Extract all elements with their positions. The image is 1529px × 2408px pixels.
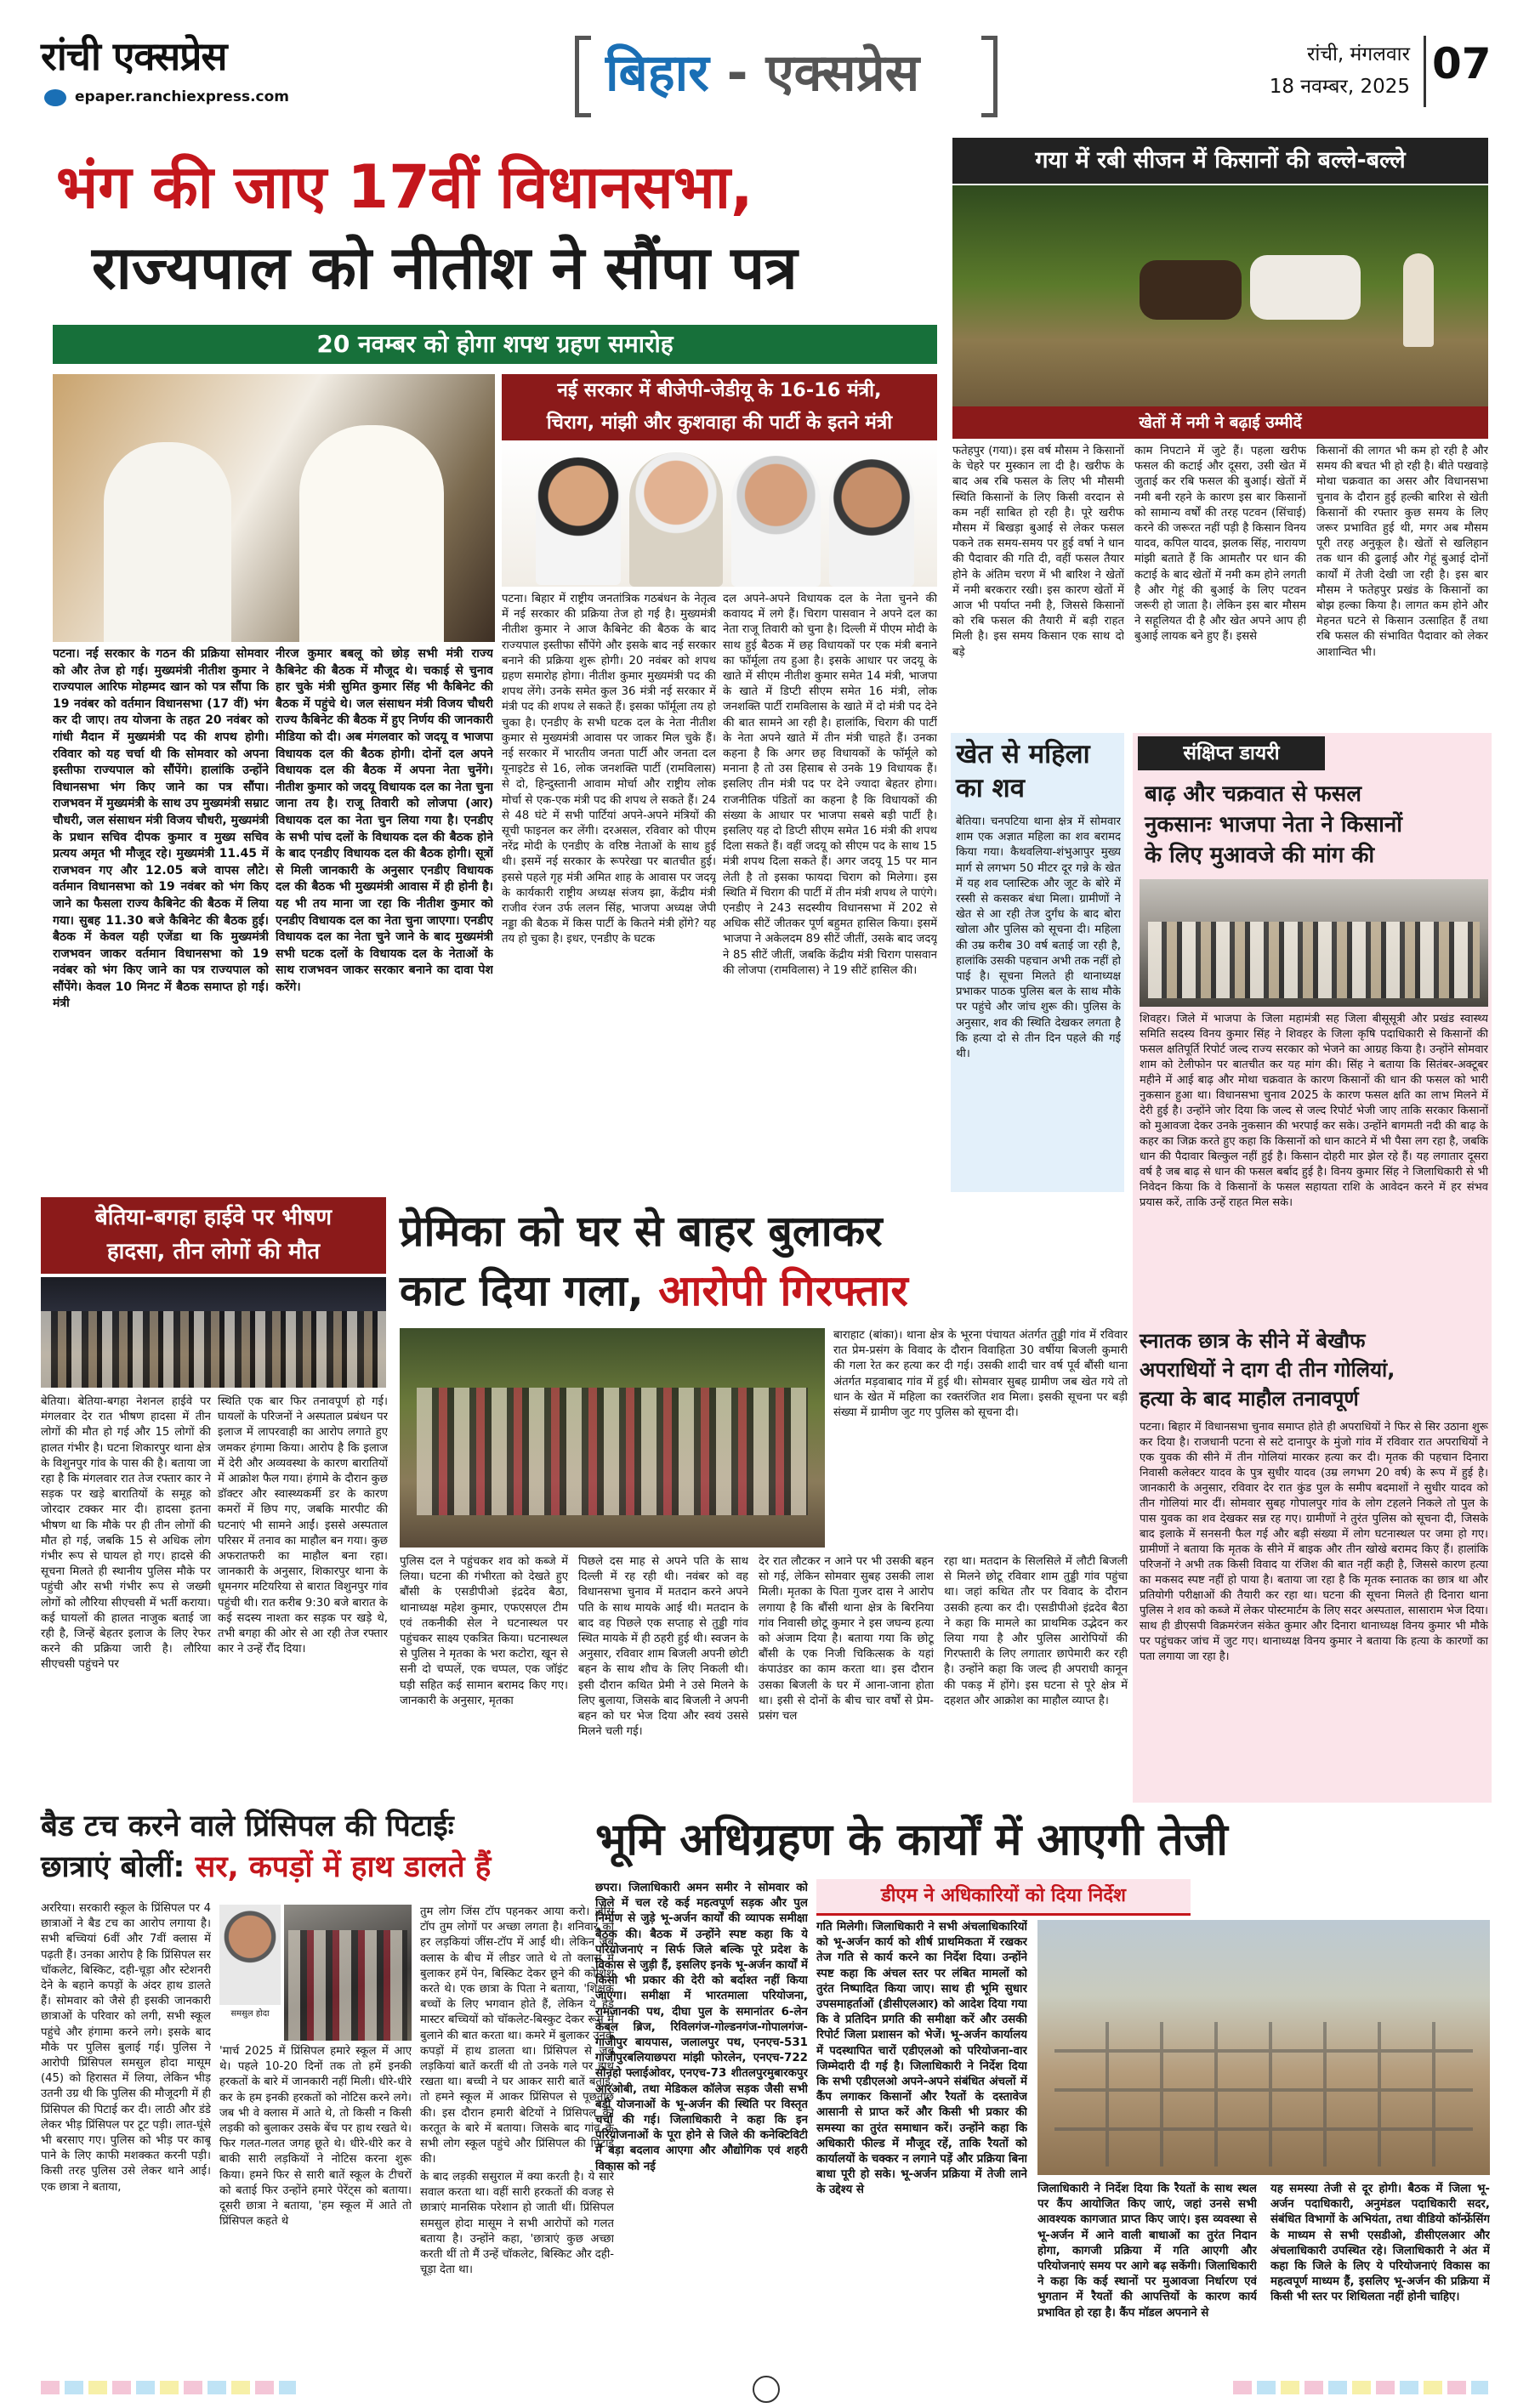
murder-headline-2b: आरोपी गिरफ्तार bbox=[658, 1266, 908, 1315]
lead-col-4: दल अपने-अपने विधायक दल के नेता चुनने की कवायद में लगे हैं। चिराग पासवान ने अपने दल का नेता राजू तिवारी को चुना है। दिल्ली में पीएम मोदी के साथ हुई बैठक में छह विधायकों पर एक मंत्री बनाने का फॉर्मूला तय हुआ है। इसके आधार पर जदयू के खाते में सीएम नीतीश कुमार समेत 14 मंत्री, भाजपा के खाते में डिप्टी सीएम समेत 16 मंत्री, लोक जनशक्ति पार्टी रामविलास के खाते में दो मंत्री पद देने की बात सामने आ रही है। हालांकि, चिराग की पार्टी के नेता अपने खाते में तीन मंत्री चाहते हैं। उनका कहना है कि अगर छह विधायकों के फॉर्मूले को मनाना है तो उस हिसाब से उनके 19 विधायक हैं। इसलिए तीन मंत्री पद पर देने ज्यादा बेहतर होगा। राजनीतिक पंडितों का कहना है कि विधायकों की संख्या के आधार पर भाजपा सबसे बड़ी पार्टी है। इसलिए यह दो डिप्टी सीएम समेत 16 मंत्री की शपथ दिला सकते हैं। वहीं जदयू को सीएम पद के साथ 15 मंत्री शपथ दिला सकते हैं। अगर जदयू 15 पर मान लेती है तो इसका फायदा चिराग को मिलेगा। इस स्थिति में चिराग की पार्टी में तीन मंत्री शपथ ले पाएंगे। एनडीए ने 243 सदस्यीय विधानसभा में 202 से अधिक सीटें जीतकर पूर्ण बहुमत हासिल किया। इसमें भाजपा ने अकेलदम 89 सीटें जीतीं, उसके बाद जदयू ने 85 सीटें जीतीं, जबकि केंद्रीय मंत्री चिराग पासवान की लोजपा (रामविलास) ने 19 सीटें हासिल की। bbox=[723, 593, 937, 977]
lead-photo-governor bbox=[53, 374, 495, 642]
leader-portrait bbox=[829, 459, 914, 587]
lead-sub-1: नई सरकार में बीजेपी-जेडीयू के 16-16 मंत्री, bbox=[557, 379, 882, 401]
lead-photo-leaders bbox=[502, 440, 937, 587]
lead-col-2: नीरज कुमार बबलू को छोड़ सभी मंत्री राज्य कैबिनेट की बैठक में मौजूद थे। चकाई से चुनाव हार चुके मंत्री सुमित कुमार सिंह भी कैबिनेट की बैठक में पहुंचे थे। जल संसाधन मंत्री विजय चौधरी राज्य कैबिनेट की बैठक में हुए निर्णय की जानकारी मीडिया को दी। अब मंगलवार को जदयू व भाजपा विधायक दल की बैठक होगी। दोनों दल अपने विधायक दल की बैठक में अपना नेता चुनेंगे। नीतीश कुमार को जदयू विधायक दल का नेता चुना जाना तय है। राजू तिवारी को लोजपा (आर) विधायक दल का नेता चुन लिया गया है। एनडीए के सभी पांच दलों के विधायक दल की बैठक होने के बाद एनडीए विधायक दल की बैठक होगी। सूत्रों से मिली जानकारी के अनुसार एनडीए विधायक दल की बैठक भी मुख्यमंत्री आवास में ही होनी है। यह भी तय माना जा रहा कि नीतीश कुमार को एनडीए विधायक दल का नेता चुना जाएगा। एनडीए विधायक दल का नेता चुने जाने के बाद मुख्यमंत्री सभी घटक दलों के विधायक दल के नेताओं के साथ राजभवन जाकर सरकार बनाने का दावा पेश करेंगे। bbox=[276, 647, 493, 994]
crowd-figures bbox=[41, 1311, 386, 1388]
murder-headline-2 bbox=[400, 1262, 1131, 1320]
left-bracket bbox=[575, 36, 591, 117]
murder-col-1: पुलिस दल ने पहुंचकर शव को कब्जे में लिया। घटना की गंभीरता को देखते हुए बौंसी के एसडीपीओ इंद्रदेव बैठा, थानाध्यक्ष महेश कुमार, एफएसएल टीम एवं तकनीकी सेल ने घटनास्थल पर पहुंचकर साक्ष्य एकत्रित किया। घटनास्थल से पुलिस ने मृतका के भरा कटोरा, खून से सनी दो चप्पलें, एक चप्पल, एक जॉइंट घड़ी सहित कई सामान बरामद किए गए। जानकारी के अनुसार, मृतका bbox=[400, 1555, 568, 1707]
land-photo bbox=[1037, 1920, 1490, 2175]
footer-colorbar-left bbox=[41, 2381, 296, 2394]
section-right: एक्सप्रेस bbox=[765, 43, 920, 103]
lead-sub-2: चिराग, मांझी और कुशवाहा की पार्टी के इतने मंत्री bbox=[546, 412, 893, 434]
principal-col-3: तुम लोग जिंस टॉप पहनकर आया करो। जींस टॉप तुम लोगों पर अच्छा लगता है। शनिवार को हर लड़कियां जींस-टॉप में आईं थी। लेकिन जब क्लास के बीच में लीडर जाते थे तो क्लास में बुलाकर हमें पेन, बिस्किट देकर छूने की कोशिश करते थे। एक छात्रा के पिता ने बताया, 'शिक्षक बच्चों के लिए भगवान होते हैं, लेकिन ये हेड मास्टर बच्चियों को चॉकलेट-बिस्कुट देकर रूम में बुलाने की बात करता था। कमरे में बुलाकर उनके कपड़ों में हाथ डालता था। प्रिंसिपल से जब लड़कियां बातें करतीं थी तो उनके गले पर हाथ रखता था। बच्ची ने घर आकर सारी बातें बताईं, तो हमने स्कूल में आकर प्रिंसिपल से पूछताछ की। इस दौरान हमारी बेटियों ने प्रिंसिपल की करतूत के बारे में बताया। जिसके बाद गांव के सभी लोग स्कूल पहुंचे और प्रिंसिपल की पिटाई की। bbox=[420, 1905, 614, 2167]
principal-col-2: 'मार्च 2025 में प्रिंसिपल हमारे स्कूल में आए थे। पहले 10-20 दिनों तक तो हमें इनकी हरकतों के बारे में जानकारी नहीं मिली। धीरे-धीरे कर के हम इनकी हरकतों को नोटिस करने लगे। जब भी वे क्लास में आते थे, तो किसी न किसी लड़की को बुलाकर उसके बेंच पर हाथ रखते थे। फिर गलत-गलत जगह छूते थे। धीरे-धीरे कर वे बाकी सारी लड़कियों ने नोटिस करना शुरू किया। हमने फिर से सारी बातें स्कूल के टीचरों को बताई फिर उन्होंने हमारे पेरेंट्स को बताया। दूसरी छात्रा ने बताया, 'हम स्कूल में आते तो प्रिंसिपल कहते थे bbox=[219, 2045, 412, 2229]
person-figure bbox=[299, 425, 444, 642]
section-title bbox=[605, 37, 971, 109]
murder-col-3: देर रात लौटकर न आने पर भी उसकी बहन सो गई, लेकिन सोमवार सुबह उसकी लाश मिली। मृतका के पिता गुजर दास ने आरोप लगाया है कि बौंसी थाना क्षेत्र के बिरनिया गांव निवासी छोटू कुमार ने इस जघन्य हत्या को अंजाम दिया है। बताया गया कि छोटू बौंसी के एक निजी चिकित्सक के यहां कंपाउंडर का काम करता था। इस दौरान उसका बिजली के घर में आना-जाना होता था। इसी से दोनों के बीच चार वर्षों से प्रेम-प्रसंग चल bbox=[759, 1555, 934, 1724]
principal-headline-2 bbox=[41, 1847, 619, 1888]
leader-portrait bbox=[629, 452, 723, 587]
lead-headline-2: राज्यपाल को नीतीश ने सौंपा पत्र bbox=[92, 233, 798, 303]
city-day: रांची, मंगलवार bbox=[1307, 43, 1410, 65]
shot-body: पटना। बिहार में विधानसभा चुनाव समाप्त होते ही अपराधियों ने फिर से सिर उठाना शुरू कर दिया है। राजधानी पटना से सटे दानापुर के मुंजो गांव में रविवार रात अपराधियों ने एक युवक की सीने में तीन गोलियां मारकर हत्या कर दी। मृतक की पहचान दिनारा निवासी कलेक्टर यादव के पुत्र सुधीर यादव (उम्र लगभग 20 वर्ष) के रूप में हुई है। जानकारी के अनुसार, रविवार देर रात कुंड पुल के समीप बदमाशों ने सुधीर यादव को तीन गोलियां मार दीं। सोमवार सुबह गोपालपुर गांव के लोग टहलने निकले तो पुल के पास युवक का शव देखकर सन्न रह गए। ग्रामीणों ने तुरंत पुलिस को सूचना दी, जिसके बाद इलाके में सनसनी फैल गई और बड़ी संख्या में लोग घटनास्थल पर जमा हो गए। ग्रामीणों ने बताया कि मृतक के सीने में बाइक और तीन खोखे बरामद किए हैं। हालांकि परिजनों ने अभी तक किसी विवाद या रंजिश की बात नहीं कही है, जिससे कारण हत्या का मकसद स्पष्ट नहीं हो पाया है। बताया जा रहा है कि मृतक स्नातक का छात्र था और प्रतियोगी परीक्षाओं की तैयारी कर रहा था। घटना की सूचना मिलते ही दिनारा थाना पुलिस ने शव को कब्जे में लेकर पोस्टमार्टम के लिए सदर अस्पताल, सासाराम भेज दिया। साथ ही डीएसपी विक्रमरंजन संकेत कुमार और दिनारा थानाध्यक्ष विनय कुमार भी मौके पर पहुंचकर जांच में जुट गए। थानाध्यक्ष विनय कुमार ने बताया कि हत्या के कारणों का पता लगाया जा रहा है। bbox=[1140, 1421, 1488, 1663]
gaya-headline: गया में रबी सीजन में किसानों की बल्ले-बल्ले bbox=[952, 138, 1488, 184]
principal-portrait-caption: समसुल होदा bbox=[230, 2009, 270, 2019]
lead-strap: 20 नवम्बर को होगा शपथ ग्रहण समारोह bbox=[53, 325, 937, 364]
gaya-photo bbox=[952, 185, 1488, 406]
diary-photo bbox=[1140, 879, 1488, 1007]
person-figure bbox=[104, 442, 231, 642]
footer-colorbar-right bbox=[1233, 2381, 1488, 2394]
section-dash: - bbox=[708, 43, 766, 103]
diary-headline-3: के लिए मुआवजे की मांग की bbox=[1145, 843, 1375, 868]
date: 18 नवम्बर, 2025 bbox=[1269, 76, 1410, 98]
section-left: बिहार bbox=[605, 43, 709, 103]
gaya-col-3: किसानों की लागत भी कम हो रही है और समय की बचत भी हो रही है। बीते पखवाड़े मोथा चक्रवात का असर और विधानसभा चुनाव के दौरान हुई हल्की बारिश से खेती किसानों की रफ्तार कुछ समय के लिए जरूर प्रभावित हुई थी, मगर अब मौसम पूरी तरह अनुकूल है। खेतों से खलिहान तक धान की ढुलाई और गेहूं बुआई दोनों कार्यों में तेजी देखी जा रही है। इस बार मौसम ने फतेहपुर प्रखंड के किसानों का बोझ हल्का किया है। लागत कम होने और मेहनत घटने से किसान उत्साहित हैं तथा रबि फसल की संभावित पैदावार को लेकर आशान्वित भी। bbox=[1316, 445, 1488, 659]
page-divider bbox=[1424, 36, 1426, 107]
lead-sub-box bbox=[502, 374, 937, 440]
field-grid bbox=[1054, 2022, 1473, 2167]
murder-headline-1: प्रेमिका को घर से बाहर बुलाकर bbox=[400, 1207, 883, 1256]
accident-col-2: स्थिति एक बार फिर तनावपूर्ण हो गई। घायलों के परिजनों ने अस्पताल प्रबंधन पर इलाज में लापरवाही का आरोप लगाते हुए जमकर हंगामा किया। आरोप है कि इलाज में देरी और अव्यवस्था के कारण बारातियों में आक्रोश फैल गया। हंगामे के दौरान कुछ डॉक्टर और स्वास्थ्यकर्मी डर के कारण कमरों में छिप गए, जबकि मारपीट की घटनाएं भी सामने आईं। इससे अस्पताल परिसर में तनाव का माहौल बन गया। कुछ अफरातफरी का माहौल बना रहा। जानकारी के अनुसार, शिकारपुर थाना के धूमनगर मटियरिया से बारात विशुनपुर गांव पहुंची थी। रात करीब 9:30 बजे बारात के कई सदस्य नाश्ता कर सड़क पर खड़े थे, तभी बगहा की ओर से आ रही तेज रफ्तार कार ने उन्हें रौंद दिया। bbox=[218, 1395, 388, 1656]
gaya-col-2: काम निपटाने में जुटे हैं। पहला खरीफ फसल की कटाई और दूसरा, उसी खेत में जुताई कर रबि फसल की बुआई। खेतों में नमी बनी रहने के कारण इस बार किसानों को सामान्य वर्षों की तरह पटवन (सिंचाई) करने की जरूरत नहीं पड़ी है किसान विनय यादव, कपिल यादव, झलक सिंह, नारायण मांझी बताते हैं कि आमतौर पर धान की कटाई के बाद खेतों में नमी कम होने लगती है और गेहूं की बुआई के लिए पटवन जरूरी हो जाता है। लेकिन इस बार मौसम ने सहूलियत दी है और खेत अपने आप ही बुआई लायक बने हुए हैं। इससे bbox=[1134, 445, 1306, 644]
principal-photo bbox=[284, 1905, 412, 2041]
masthead bbox=[0, 0, 1529, 128]
accident-col-1: बेतिया। बेतिया-बगहा नेशनल हाईवे पर मंगलवार देर रात भीषण हादसा में तीन लोगों की मौत हो गई और 15 लोगों की हालत गंभीर है। घटना शिकारपुर थाना क्षेत्र के विशुनपुर गांव के पास की है। बताया जा रहा है कि मंगलवार रात तेज रफ्तार कार ने सड़क पर खड़े बारातियों के समूह को जोरदार टक्कर मार दी। हादसा इतना भीषण था कि मौके पर ही तीन लोगों की मौत हो गई, जबकि 15 से अधिक लोग गंभीर रूप से घायल हो गए। हादसे की सूचना मिलते ही स्थानीय पुलिस मौके पर पहुंची और सभी गंभीर रूप से जख्मी लोगों को लौरिया सीएचसी में भर्ती कराया। कई घायलों की हालत नाजुक बताई जा रही है, जिन्हें बेहतर इलाज के लिए रेफर करने की प्रक्रिया जारी है। लौरिया सीएचसी पहुंचने पर bbox=[41, 1395, 211, 1672]
page-number: 07 bbox=[1432, 39, 1492, 88]
leader-portrait bbox=[731, 456, 821, 587]
principal-headline-2b: सर, कपड़ों में हाथ डालते हैं bbox=[195, 1850, 492, 1884]
murder-photo bbox=[400, 1328, 825, 1548]
murder-headline-2a: काट दिया गला, bbox=[400, 1266, 659, 1315]
shot-headline-3: हत्या के बाद माहौल तनावपूर्ण bbox=[1140, 1387, 1359, 1411]
principal-headline-1: बैड टच करने वाले प्रिंसिपल की पिटाईः bbox=[41, 1809, 454, 1843]
epaper-link[interactable]: epaper.ranchiexpress.com bbox=[75, 88, 289, 105]
land-sub: डीएम ने अधिकारियों को दिया निर्देश bbox=[816, 1879, 1191, 1916]
shot-headline-1: स्नातक छात्र के सीने में बेखौफ bbox=[1140, 1329, 1366, 1353]
land-col-4: यह समस्या तेजी से दूर होगी। बैठक में जिला भू-अर्जन पदाधिकारी, अनुमंडल पदाधिकारी सदर, संबंधित विभागों के अभियंता, तथा वीडियो कॉन्फ्रेंसिंग के माध्यम से सभी एसडीओ, डीसीएलआर और अंचलाधिकारी उपस्थित रहे। जिलाधिकारी ने अंत में कहा कि जिले के लिए ये परियोजनाएं विकास का महत्वपूर्ण माध्यम हैं, इसलिए भू-अर्जन की प्रक्रिया में किसी भी स्तर पर शिथिलता नहीं होनी चाहिए। bbox=[1270, 2183, 1490, 2304]
accident-photo bbox=[41, 1277, 386, 1388]
accident-headline-2: हादसा, तीन लोगों की मौत bbox=[106, 1239, 321, 1264]
ox-figure bbox=[1140, 260, 1242, 320]
lead-col-3: पटना। बिहार में राष्ट्रीय जनतांत्रिक गठबंधन के नेतृत्व में नई सरकार की प्रक्रिया तेज हो गई है। मुख्यमंत्री नीतीश कुमार ने आज कैबिनेट की बैठक के बाद राज्यपाल इस्तीफा सौंपेंगे और इसके बाद नई सरकार बनाने की प्रक्रिया शुरू होगी। 20 नवंबर को शपथ ग्रहण समारोह होगा। नीतीश कुमार मुख्यमंत्री पद की शपथ लेंगे। उनके समेत कुल 36 मंत्री नई सरकार में मंत्री पद की शपथ ले सकते हैं। इसका फॉर्मूला तय हो चुका है। एनडीए के सभी घटक दल के नेता नीतीश कुमार से मुख्यमंत्री आवास पर जाकर मिल चुके हैं। नई सरकार में भारतीय जनता पार्टी और जनता दल यूनाइटेड से 16, लोक जनशक्ति पार्टी (रामविलास) से दो, हिन्दुस्तानी आवाम मोर्चा और राष्ट्रीय लोक मोर्चा से एक-एक मंत्री पद की शपथ ले सकते हैं। 24 से 48 घंटे में सभी पार्टियां अपने-अपने मंत्रियों की सूची फाइनल कर लेंगी। दरअसल, रविवार को पीएम नरेंद्र मोदी के एनडीए के वरिष्ठ नेताओं के साथ हुई थी। इसमें नई सरकार के रूपरेखा पर बातचीत हुई। इससे पहले गृह मंत्री अमित शाह के आवास पर जदयू के कार्यकारी राष्ट्रीय अध्यक्ष संजय झा, केंद्रीय मंत्री राजीव रंजन उर्फ ललन सिंह, भाजपा अध्यक्ष जेपी नड्डा की बैठक में किस पार्टी के कितने मंत्री होंगे? यह तय हो चुका है। इधर, एनडीए के घटक bbox=[502, 593, 716, 946]
land-col-3: जिलाधिकारी ने निर्देश दिया कि रैयतों के साथ स्थल पर कैंप आयोजित किए जाएं, जहां उनसे सभी आवश्यक कागजात प्राप्त किए जाएं। इस व्यवस्था से भू-अर्जन में आने वाली बाधाओं का तुरंत निदान होगा, कागजी प्रक्रिया में गति आएगी और परियोजनाएं समय पर आगे बढ़ सकेंगी। जिलाधिकारी ने कहा कि कई स्थानों पर मुआवजा निर्धारण एवं भुगतान में रैयतों की आपत्तियों के कारण कार्य प्रभावित हो रहा है। कैंप मॉडल अपनाने से bbox=[1037, 2183, 1257, 2320]
land-col-2: गति मिलेगी। जिलाधिकारी ने सभी अंचलाधिकारियों को भू-अर्जन कार्य को शीर्ष प्राथमिकता में रखकर तेज गति से कार्य करने का निर्देश दिया। उन्होंने स्पष्ट कहा कि अंचल स्तर पर लंबित मामलों को तुरंत निष्पादित किया जाए। साथ ही भूमि सुधार उपसमाहर्ताओं (डीसीएलआर) को आदेश दिया गया कि वे प्रतिदिन प्रगति की समीक्षा करें और उसकी रिपोर्ट जिला प्रशासन को भेजें। भू-अर्जन कार्यालय में पदस्थापित चारों एडीएलओ को परियोजना-वार जिम्मेदारी दी गई है। जिलाधिकारी ने निर्देश दिया कि सभी एडीएलओ अपने-अपने संबंधित अंचलों में कैंप लगाकर किसानों और रैयतों के दस्तावेज आसानी से प्राप्त करें और किसी भी प्रकार की समस्या का तुरंत समाधान करें। उन्होंने कहा कि अधिकारी फील्ड में मौजूद रहें, ताकि रैयतों को कार्यालयों के चक्कर न लगाने पड़ें और प्रक्रिया बिना बाधा पूरी हो सके। भू-अर्जन प्रक्रिया में तेजी लाने के उद्देश्य से bbox=[816, 1921, 1027, 2197]
woman-body: बेतिया। चनपटिया थाना क्षेत्र में सोमवार शाम एक अज्ञात महिला का शव बरामद किया गया। कैथवलिया-शंभुआपुर मुख्य मार्ग से लगभग 50 मीटर दूर गन्ने के खेत में यह शव प्लास्टिक और जूट के बोरे में रस्सी से कसकर बंधा मिला। ग्रामीणों ने खेत से आ रही तेज दुर्गंध के बाद बोरा खोला और पुलिस को सूचना दी। महिला की उम्र करीब 30 वर्ष बताई जा रही है, हालांकि उसकी पहचान अभी तक नहीं हो पाई है। सूचना मिलते ही थानाध्यक्ष प्रभाकर पाठक पुलिस बल के साथ मौके पर पहुंचे और जांच शुरू की। पुलिस के अनुसार, शव की स्थिति देखकर लगता है कि हत्या दो से तीन दिन पहले की गई थी। bbox=[956, 815, 1121, 1061]
diary-body: शिवहर। जिले में भाजपा के जिला महामंत्री सह जिला बीसूसूत्री और प्रखंड स्वास्थ्य समिति सदस्य विनय कुमार सिंह ने शिवहर के जिला कृषि पदाधिकारी से किसानों की फसल क्षतिपूर्ति रिपोर्ट जल्द राज्य सरकार को भेजने का आग्रह किया है। उन्होंने सोमवार शाम को टेलीफोन पर बातचीत कर यह मांग की। सिंह ने बताया कि सितंबर-अक्टूबर महीने में आई बाढ़ और मोथा चक्रवात के कारण किसानों की धान की फसल को भारी नुकसान हुआ था। विधानसभा चुनाव 2025 के कारण फसल क्षति का लाभ मिलने में देरी हुई है। उन्होंने जोर दिया कि जल्द से जल्द रिपोर्ट भेजी जाए ताकि सरकार किसानों को मुआवजा देकर उनके नुकसान की भरपाई कर सके। उन्होंने बागमती नदी की बाढ़ के कहर का जिक्र करते हुए कहा कि किसानों को धान काटने में भी पैसा लग रहा है, जबकि धान की पैदावार बिल्कुल नहीं हुई है। किसान दोहरी मार झेल रहे हैं। यह लगातार दूसरा वर्ष है जब बाढ़ से धान की फसल बर्बाद हुई है। विनय कुमार सिंह ने जिलाधिकारी से भी निवेदन किया कि वे किसानों के फसल सहायता राशि के आवेदन करने में हर संभव प्रयास करें, ताकि उन्हें राहत मिल सके। bbox=[1140, 1013, 1488, 1209]
diary-tag: संक्षिप्त डायरी bbox=[1138, 736, 1325, 770]
crowd-figures bbox=[417, 1388, 808, 1515]
farmer-figure bbox=[1403, 253, 1434, 347]
lead-col-1: पटना। नई सरकार के गठन की प्रक्रिया सोमवार को और तेज हो गई। मुख्यमंत्री नीतीश कुमार ने राज्यपाल आरिफ मोहम्मद खान को पत्र सौंपा कि 19 नवंबर को वर्तमान विधानसभा (17 वीं) भंग कर दी जाए। तय योजना के तहत 20 नवंबर को गांधी मैदान में मुख्यमंत्री पद की शपथ होगी। रविवार को यह चर्चा थी कि सोमवार को अपना इस्तीफा राज्यपाल को सौंपेंगे। हालांकि उन्होंने विधानसभा भंग किए जाने का पत्र सौंपा। राजभवन में मुख्यमंत्री के साथ उप मुख्यमंत्री सम्राट चौधरी, जल संसाधन मंत्री विजय चौधरी, मुख्यमंत्री के प्रधान सचिव दीपक कुमार व मुख्य सचिव प्रत्यय अमृत भी मौजूद रहे। मुख्यमंत्री 11.45 में राजभवन गए और 12.05 बजे वापस लौटे। वर्तमान विधानसभा को 19 नवंबर को भंग किए जाने का फैसला राज्य कैबिनेट की बैठक में लिया गया। सुबह 11.30 बजे कैबिनेट की बैठक हुई। बैठक में केवल यही एजेंडा था कि मुख्यमंत्री राजभवन जाकर वर्तमान विधानसभा को 19 नवंबर को भंग किए जाने का पत्र राज्यपाल को सौंपेंगे। केवल 10 मिनट में बैठक समाप्त हो गई। मंत्री bbox=[53, 647, 269, 1011]
lead-headline-1: भंग की जाए 17वीं विधानसभा, bbox=[56, 152, 753, 222]
principal-portrait bbox=[219, 1905, 281, 2005]
principal-col-1: अररिया। सरकारी स्कूल के प्रिंसिपल पर 4 छात्राओं ने बैड टच का आरोप लगाया है। सभी बच्चियां 6वीं और 7वीं क्लास में पढ़ती हैं। उनका आरोप है कि प्रिंसिपल सर चॉकलेट, बिस्किट, दही-चूड़ा और स्टेशनरी देने के बहाने कपड़ों के अंदर हाथ डालते हैं। सोमवार को जैसे ही इसकी जानकारी छात्राओं के परिवार को लगी, सभी स्कूल पहुंचे और हंगामा करने लगे। इसके बाद मौके पर पुलिस बुलाई गई। पुलिस ने आरोपी प्रिंसिपल समसुल होदा मासूम (45) को हिरासत में लिया, लेकिन भीड़ उतनी उग्र थी कि पुलिस की मौजूदगी में ही प्रिंसिपल की पिटाई कर दी। लाठी और डंडे लेकर भीड़ प्रिंसिपल पर टूट पड़ी। लात-घूंसे भी बरसाए गए। पुलिस को भीड़ पर काबू पाने के लिए काफी मशक्कत करनी पड़ी। किसी तरह पुलिस उसे लेकर थाने आई। एक छात्रा ने बताया, bbox=[41, 1902, 211, 2194]
crowd-figures bbox=[288, 1930, 407, 2041]
accident-headline-1: बेतिया-बगहा हाईवे पर भीषण bbox=[94, 1205, 333, 1230]
land-headline: भूमि अधिग्रहण के कार्यों में आएगी तेजी bbox=[595, 1815, 1228, 1866]
principal-col-4: के बाद लड़की ससुराल में क्या करती है। ये सारे सवाल करता था। वहीं सारी हरकतों की वजह से छात्राएं मानसिक परेशान हो जाती थीं। प्रिंसिपल समसुल होदा मासूम ने सभी आरोपों को गलत बताया है। उन्होंने कहा, 'छात्राएं कुछ अच्छा करती थीं तो मैं उन्हें चॉकलेट, बिस्किट और दही-चूड़ा देता था। bbox=[420, 2171, 614, 2277]
ox-figure bbox=[1250, 255, 1361, 320]
epaper-icon bbox=[44, 89, 66, 106]
shot-headline-2: अपराधियों ने दाग दी तीन गोलियां, bbox=[1140, 1358, 1395, 1382]
leader-portrait bbox=[536, 457, 621, 585]
principal-headline-2a: छात्राएं बोलीं: bbox=[41, 1850, 196, 1884]
diary-headline-2: नुकसानः भाजपा नेता ने किसानों bbox=[1145, 812, 1402, 838]
murder-col-4: रहा था। मतदान के सिलसिले में लौटी बिजली से मिलने छोटू रविवार शाम तुड्डी गांव पहुंचा था। जहां कथित तौर पर विवाद के दौरान उसकी हत्या कर दी। एसडीपीओ इंद्रदेव बैठा ने कहा कि मामले का प्राथमिक उद्भेदन कर लिया गया है और पुलिस आरोपियों की गिरफ्तारी के लिए लगातार छापेमारी कर रही है। उन्होंने कहा कि जल्द ही अपराधी कानून की पकड़ में होंगे। इस घटना से पूरे क्षेत्र में दहशत और आक्रोश का माहौल व्याप्त है। bbox=[944, 1555, 1128, 1707]
footer-register-icon bbox=[753, 2376, 780, 2403]
gaya-caption: खेतों में नमी ने बढ़ाई उम्मीदें bbox=[952, 406, 1488, 439]
diary-headline-1: बाढ़ और चक्रवात से फसल bbox=[1145, 781, 1361, 807]
gaya-col-1: फतेहपुर (गया)। इस वर्ष मौसम ने किसानों के चेहरे पर मुस्कान ला दी है। खरीफ के बाद अब रबि फसल के लिए भी मौसमी स्थिति किसानों के लिए किसी वरदान से कम नहीं साबित हो रही है। पूरे खरीफ मौसम में बिखड़ा बुआई से लेकर फसल पकने तक समय-समय पर हुई वर्षा ने धान की पैदावार की गति दी, वहीं फसल तैयार होने के अंतिम चरण में भी बारिश ने खेतों में नमी बरकरार रखी। इस कारण खेतों में आज भी पर्याप्त नमी है, जिससे किसानों को रबि फसल की तैयारी में बड़ी राहत मिली है। इस समय किसान एक साथ दो बड़े bbox=[952, 445, 1124, 659]
crowd-figures bbox=[1148, 922, 1480, 998]
woman-headline-2: का शव bbox=[956, 773, 1025, 804]
right-bracket bbox=[981, 36, 998, 117]
murder-intro: बाराहाट (बांका)। थाना क्षेत्र के भूरना पंचायत अंतर्गत तुड्डी गांव में रविवार रात प्रेम-प्रसंग के विवाद के दौरान विवाहिता 30 वर्षीया बिजली कुमारी की गला रेत कर हत्या कर दी गई। उसकी शादी चार वर्ष पूर्व बौंसी थाना अंतर्गत मड़वाबाद गांव में हुई थी। सोमवार सुबह ग्रामीण जब खेत गये तो धान के खेत में महिला का रक्तरंजित शव मिला। इसकी सूचना पर बड़ी संख्या में ग्रामीण जुट गए पुलिस को सूचना दी। bbox=[833, 1329, 1128, 1420]
logo: रांची एक्सप्रेस bbox=[41, 33, 227, 79]
murder-col-2: पिछले दस माह से अपने पति के साथ दिल्ली में रह रही थी। नवंबर को वह विधानसभा चुनाव में मतदान करने अपने पति के साथ मायके आई थी। मतदान के बाद वह पिछले एक सप्ताह से तुड्डी गांव स्थित मायके में ही ठहरी हुई थी। स्वजन के अनुसार, रविवार शाम बिजली अपनी छोटी बहन के साथ शौच के लिए निकली थी। इसी दौरान कथित प्रेमी ने उसे मिलने के लिए बुलाया, जिसके बाद बिजली ने अपनी बहन को घर भेज दिया और स्वयं उससे मिलने चली गई। bbox=[578, 1555, 748, 1739]
land-col-1: छपरा। जिलाधिकारी अमन समीर ने सोमवार को जिले में चल रहे कई महत्वपूर्ण सड़क और पुल निर्माण से जुड़े भू-अर्जन कार्यों की व्यापक समीक्षा बैठक की। बैठक में उन्होंने स्पष्ट कहा कि ये परियोजनाएं न सिर्फ जिले बल्कि पूरे प्रदेश के विकास से जुड़ी हैं, इसलिए इनके भू-अर्जन कार्यों में किसी भी प्रकार की देरी को बर्दाश्त नहीं किया जाएगा। समीक्षा में भारतमाला परियोजना, रामजानकी पथ, दीघा पुल के समानांतर 6-लेन केबल ब्रिज, रिविलगंज-गोल्डनगंज-गोपालगंज-गाजीपुर बायपास, जलालपुर पथ, एनएच-531 गाजीपुरबलियाछपरा मांझी फोरलेन, एनएच-722 सोनहो फ्लाईओवर, एनएच-73 शीतलपुरमुबारकपुर आरओबी, तथा मेडिकल कॉलेज सड़क जैसी सभी बड़ी योजनाओं के भू-अर्जन की स्थिति पर विस्तृत चर्चा की गई। जिलाधिकारी ने कहा कि इन परियोजनाओं के पूरा होने से जिले की कनेक्टिविटी में बड़ा बदलाव आएगा और औद्योगिक एवं शहरी विकास को नई bbox=[595, 1882, 808, 2173]
woman-headline-1: खेत से महिला bbox=[956, 739, 1090, 770]
